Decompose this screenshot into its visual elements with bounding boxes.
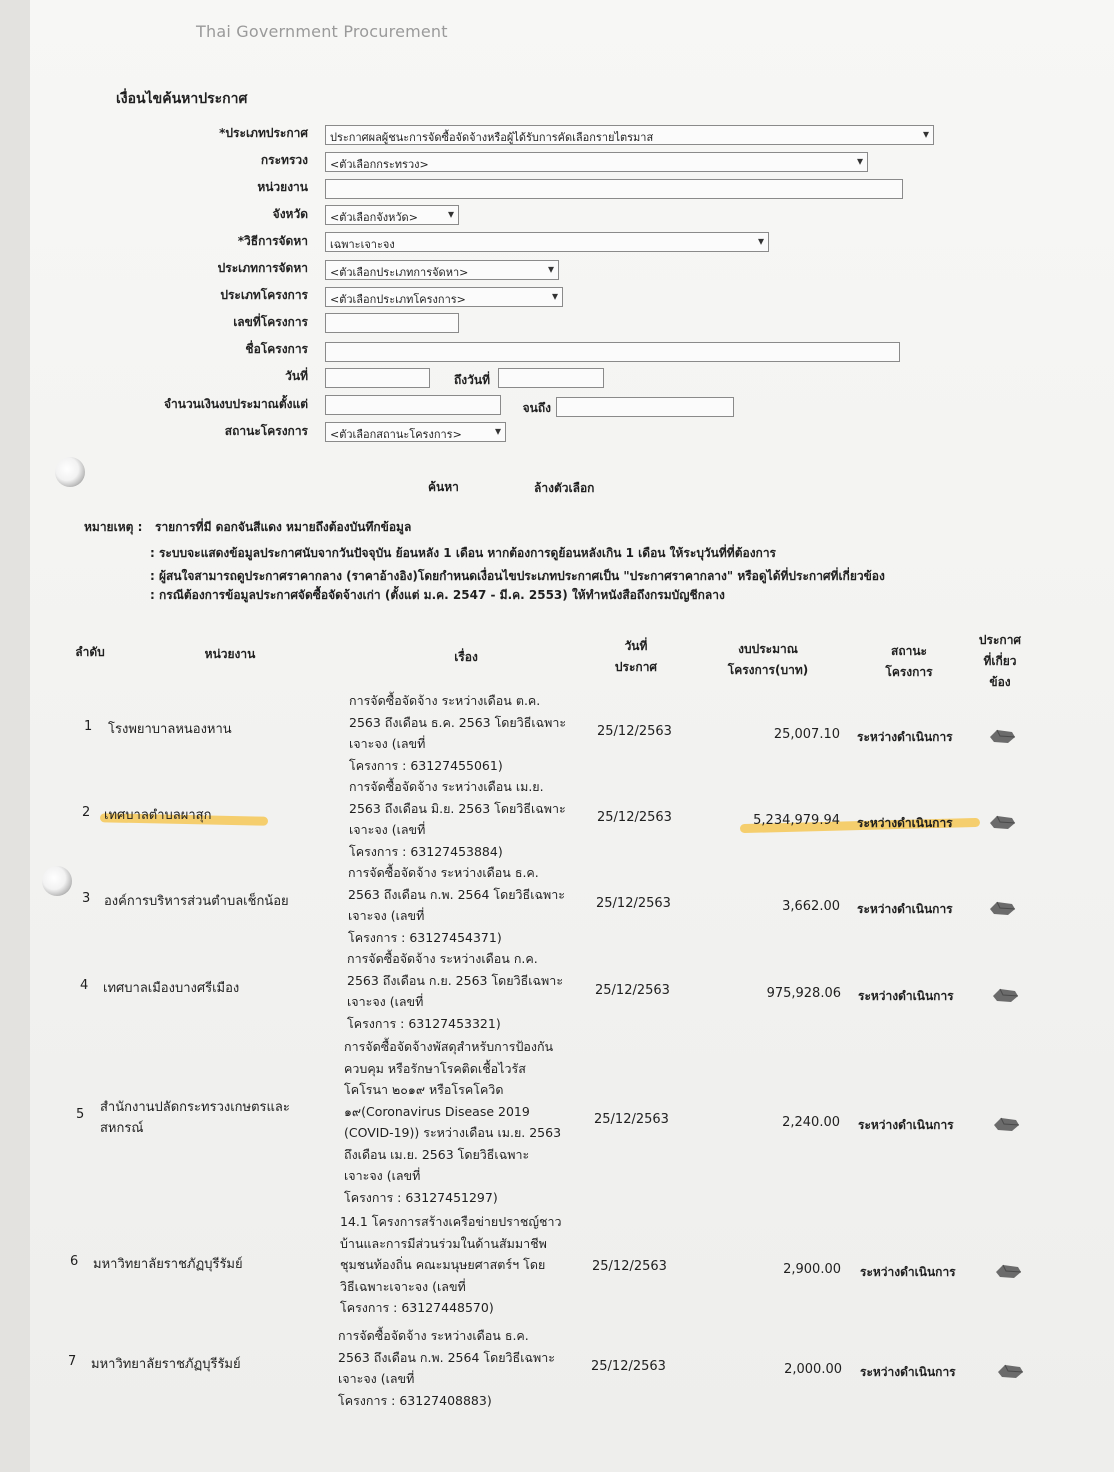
row-number: 7 bbox=[68, 1354, 77, 1369]
row-subject-line: 2563 ถึงเดือน มิ.ย. 2563 โดยวิธีเฉพาะ bbox=[349, 800, 566, 816]
row-subject-line: การจัดซื้อจัดจ้าง ระหว่างเดือน เม.ย. bbox=[349, 779, 544, 794]
date-from-input[interactable] bbox=[325, 368, 430, 388]
row-number: 3 bbox=[82, 891, 91, 906]
header-budget bbox=[713, 639, 823, 681]
row-subject-line: การจัดซื้อจัดจ้างพัสดุสำหรับการป้องกัน bbox=[344, 1039, 554, 1054]
punch-hole-top bbox=[55, 457, 85, 487]
row-subject-line: ชุมชนท้องถิ่น คณะมนุษยศาสตร์ฯ โดย bbox=[340, 1257, 546, 1272]
row-announce-date: 25/12/2563 bbox=[597, 810, 672, 825]
row-subject-line: 2563 ถึงเดือน ก.ย. 2563 โดยวิธีเฉพาะ bbox=[347, 972, 564, 988]
search-section-title: เงื่อนไขค้นหาประกาศ bbox=[116, 91, 248, 107]
row-subject-line: โคโรนา ๒๐๑๙ หรือโรคโควิด bbox=[344, 1082, 504, 1097]
row-subject bbox=[338, 1325, 578, 1411]
row-subject-line: บ้านและการมีส่วนร่วมในด้านสัมมาชีพ bbox=[340, 1235, 547, 1251]
clear-options-button[interactable]: ล้างตัวเลือก bbox=[534, 481, 595, 495]
field-label-method: *วิธีการจัดหา bbox=[237, 234, 308, 248]
row-number: 2 bbox=[82, 805, 91, 820]
row-budget: 2,900.00 bbox=[783, 1262, 841, 1277]
row-subject-line: ๑๙(Coronavirus Disease 2019 bbox=[344, 1103, 530, 1119]
search-button[interactable]: ค้นหา bbox=[428, 480, 459, 494]
notes-prefix: หมายเหตุ : bbox=[84, 520, 143, 534]
header-date bbox=[600, 636, 672, 678]
row-project-status: ระหว่างดำเนินการ bbox=[860, 1265, 956, 1279]
procurement-method-select[interactable]: เฉพาะเจาะจง ▾ bbox=[325, 232, 769, 252]
row-announce-date: 25/12/2563 bbox=[592, 1259, 667, 1274]
row-subject-line: โครงการ : 63127453321) bbox=[347, 1015, 501, 1031]
field-label-procurement-type: ประเภทการจัดหา bbox=[217, 261, 308, 275]
site-header-title: Thai Government Procurement bbox=[196, 22, 448, 41]
header-status-line1: สถานะ bbox=[891, 644, 927, 658]
row-subject-line: (COVID-19)) ระหว่างเดือน เม.ย. 2563 bbox=[344, 1125, 562, 1140]
province-select[interactable]: <ตัวเลือกจังหวัด> ▾ bbox=[325, 205, 459, 225]
row-project-status: ระหว่างดำเนินการ bbox=[858, 989, 954, 1003]
row-subject-line: โครงการ : 63127448570) bbox=[340, 1300, 494, 1315]
row-announce-date: 25/12/2563 bbox=[595, 983, 670, 998]
header-related bbox=[966, 630, 1034, 693]
row-subject bbox=[348, 862, 588, 948]
header-budget-line2: โครงการ(บาท) bbox=[727, 663, 809, 677]
row-subject-line: 2563 ถึงเดือน ก.พ. 2564 โดยวิธีเฉพาะ bbox=[338, 1349, 555, 1365]
field-label-project-number: เลขที่โครงการ bbox=[233, 315, 308, 329]
budget-to-input[interactable] bbox=[556, 397, 734, 417]
row-subject-line: เจาะจง (เลขที่ bbox=[348, 908, 425, 923]
document-icon[interactable] bbox=[994, 1263, 1022, 1279]
note-old-data: : กรณีต้องการข้อมูลประกาศจัดซื้อจัดจ้างเก่า (ตั้งแต่ ม.ค. 2547 - มี.ค. 2553) ให้ทำหนังสือถึงกรมบัญชีกลาง bbox=[150, 588, 725, 602]
row-project-status: ระหว่างดำเนินการ bbox=[860, 1365, 956, 1379]
header-no: ลำดับ bbox=[75, 645, 105, 659]
procurement-type-select[interactable]: <ตัวเลือกประเภทการจัดหา> ▾ bbox=[325, 260, 559, 280]
field-label-province: จังหวัด bbox=[272, 207, 308, 221]
field-label-budget-from: จำนวนเงินงบประมาณตั้งแต่ bbox=[163, 397, 308, 411]
header-budget-line1: งบประมาณ bbox=[738, 642, 798, 656]
row-subject bbox=[344, 1036, 584, 1208]
document-icon[interactable] bbox=[992, 1116, 1020, 1132]
row-subject-line: การจัดซื้อจัดจ้าง ระหว่างเดือน ก.ค. bbox=[347, 951, 538, 966]
to-amount-label: จนถึง bbox=[522, 401, 551, 415]
row-number: 6 bbox=[70, 1254, 79, 1269]
row-project-status: ระหว่างดำเนินการ bbox=[857, 902, 953, 916]
note-median-price: : ผู้สนใจสามารถดูประกาศราคากลาง (ราคาอ้างอิง)โดยกำหนดเงื่อนไขประเภทประกาศเป็น "ประกาศราคากลาง" หรือดูได้ที่ประกาศที่เกี่ยวข้อง bbox=[150, 569, 885, 583]
date-to-input[interactable] bbox=[498, 368, 604, 388]
document-icon[interactable] bbox=[996, 1363, 1024, 1379]
header-agency: หน่วยงาน bbox=[204, 647, 256, 661]
row-subject-line: โครงการ : 63127408883) bbox=[338, 1392, 492, 1408]
row-agency: มหาวิทยาลัยราชภัฏบุรีรัมย์ bbox=[91, 1357, 241, 1372]
row-subject-line: เจาะจง (เลขที่ bbox=[349, 822, 426, 837]
header-status bbox=[872, 641, 946, 683]
project-number-input[interactable] bbox=[325, 313, 459, 333]
row-project-status: ระหว่างดำเนินการ bbox=[857, 816, 953, 830]
row-subject-line: เจาะจง (เลขที่ bbox=[344, 1168, 421, 1183]
row-subject-line: การจัดซื้อจัดจ้าง ระหว่างเดือน ธ.ค. bbox=[348, 865, 539, 880]
ministry-select[interactable]: <ตัวเลือกกระทรวง> ▾ bbox=[325, 152, 868, 172]
project-name-input[interactable] bbox=[325, 342, 900, 362]
row-agency: องค์การบริหารส่วนตำบลเช็กน้อย bbox=[104, 894, 289, 909]
row-subject-line: โครงการ : 63127454371) bbox=[348, 929, 502, 945]
row-budget: 975,928.06 bbox=[766, 986, 841, 1001]
row-subject bbox=[349, 690, 589, 776]
row-budget: 3,662.00 bbox=[782, 899, 840, 914]
row-number: 4 bbox=[80, 978, 89, 993]
row-agency: สำนักงานปลัดกระทรวงเกษตรและสหกรณ์ bbox=[100, 1100, 290, 1136]
project-type-select[interactable]: <ตัวเลือกประเภทโครงการ> ▾ bbox=[325, 287, 563, 307]
row-budget: 5,234,979.94 bbox=[753, 813, 840, 828]
note-required-fields: รายการที่มี ดอกจันสีแดง หมายถึงต้องบันทึกข้อมูล bbox=[155, 520, 412, 534]
row-agency: มหาวิทยาลัยราชภัฏบุรีรัมย์ bbox=[93, 1257, 243, 1272]
field-label-date: วันที่ bbox=[285, 369, 308, 383]
row-subject-line: เจาะจง (เลขที่ bbox=[347, 994, 424, 1009]
header-status-line2: โครงการ bbox=[885, 665, 933, 679]
row-subject-line: 14.1 โครงการสร้างเครือข่ายปราชญ์ชาว bbox=[340, 1214, 562, 1229]
row-subject-line: การจัดซื้อจัดจ้าง ระหว่างเดือน ต.ค. bbox=[349, 693, 541, 708]
punch-hole-middle bbox=[42, 866, 72, 896]
to-date-label: ถึงวันที่ bbox=[454, 373, 490, 387]
row-announce-date: 25/12/2563 bbox=[594, 1112, 669, 1127]
row-agency: เทศบาลเมืองบางศรีเมือง bbox=[103, 981, 240, 996]
agency-input[interactable] bbox=[325, 179, 903, 199]
row-subject-line: การจัดซื้อจัดจ้าง ระหว่างเดือน ธ.ค. bbox=[338, 1328, 529, 1343]
header-related-line1: ประกาศ bbox=[978, 633, 1022, 647]
header-date-line2: ประกาศ bbox=[614, 660, 658, 674]
row-subject-line: โครงการ : 63127451297) bbox=[344, 1189, 498, 1205]
row-subject-line: เจาะจง (เลขที่ bbox=[338, 1371, 415, 1386]
row-subject-line: 2563 ถึงเดือน ธ.ค. 2563 โดยวิธีเฉพาะ bbox=[349, 714, 567, 730]
row-project-status: ระหว่างดำเนินการ bbox=[857, 730, 953, 744]
document-icon[interactable] bbox=[988, 728, 1016, 744]
row-number: 1 bbox=[84, 719, 93, 734]
row-number: 5 bbox=[76, 1107, 85, 1122]
document-icon[interactable] bbox=[991, 987, 1019, 1003]
row-announce-date: 25/12/2563 bbox=[596, 896, 671, 911]
announcement-type-select[interactable]: ประกาศผลผู้ชนะการจัดซื้อจัดจ้างหรือผู้ได้รับการคัดเลือกรายไตรมาส ▾ bbox=[325, 125, 934, 145]
row-announce-date: 25/12/2563 bbox=[597, 724, 672, 739]
row-agency: เทศบาลตำบลผาสุก bbox=[104, 808, 212, 823]
header-related-line3: ข้อง bbox=[989, 675, 1011, 689]
row-subject-line: โครงการ : 63127453884) bbox=[349, 843, 503, 859]
field-label-ministry: กระทรวง bbox=[260, 153, 308, 167]
header-subject: เรื่อง bbox=[454, 650, 478, 664]
field-label-project-name: ชื่อโครงการ bbox=[245, 342, 308, 356]
document-icon[interactable] bbox=[988, 814, 1016, 830]
budget-from-input[interactable] bbox=[325, 395, 501, 415]
row-subject-line: 2563 ถึงเดือน ก.พ. 2564 โดยวิธีเฉพาะ bbox=[348, 886, 565, 902]
field-label-project-type: ประเภทโครงการ bbox=[220, 288, 308, 302]
field-label-project-status: สถานะโครงการ bbox=[224, 424, 308, 438]
row-subject-line: วิธีเฉพาะเจาะจง (เลขที่ bbox=[340, 1278, 466, 1294]
field-label-agency: หน่วยงาน bbox=[257, 180, 308, 194]
row-subject bbox=[340, 1211, 580, 1319]
row-subject bbox=[349, 776, 589, 862]
row-subject-line: โครงการ : 63127455061) bbox=[349, 757, 503, 773]
row-agency: โรงพยาบาลหนองหาน bbox=[108, 722, 232, 737]
row-budget: 2,000.00 bbox=[784, 1362, 842, 1377]
document-icon[interactable] bbox=[988, 900, 1016, 916]
note-date-range: : ระบบจะแสดงข้อมูลประกาศนับจากวันปัจจุบัน ย้อนหลัง 1 เดือน หากต้องการดูย้อนหลังเกิน 1 เดือน ให้ระบุวันที่ที่ต้องการ bbox=[150, 546, 777, 560]
project-status-select[interactable]: <ตัวเลือกสถานะโครงการ> ▾ bbox=[325, 422, 506, 442]
header-date-line1: วันที่ bbox=[624, 639, 648, 653]
field-label-announcement-type: *ประเภทประกาศ bbox=[219, 126, 308, 140]
row-budget: 25,007.10 bbox=[773, 727, 840, 742]
row-project-status: ระหว่างดำเนินการ bbox=[858, 1118, 954, 1132]
header-related-line2: ที่เกี่ยว bbox=[983, 654, 1017, 668]
row-subject bbox=[347, 948, 587, 1034]
row-announce-date: 25/12/2563 bbox=[591, 1359, 666, 1374]
row-budget: 2,240.00 bbox=[782, 1115, 840, 1130]
row-subject-line: ถึงเดือน เม.ย. 2563 โดยวิธีเฉพาะ bbox=[344, 1146, 530, 1162]
row-subject-line: ควบคุม หรือรักษาโรคติดเชื้อไวรัส bbox=[344, 1060, 526, 1076]
row-subject-line: เจาะจง (เลขที่ bbox=[349, 736, 426, 751]
